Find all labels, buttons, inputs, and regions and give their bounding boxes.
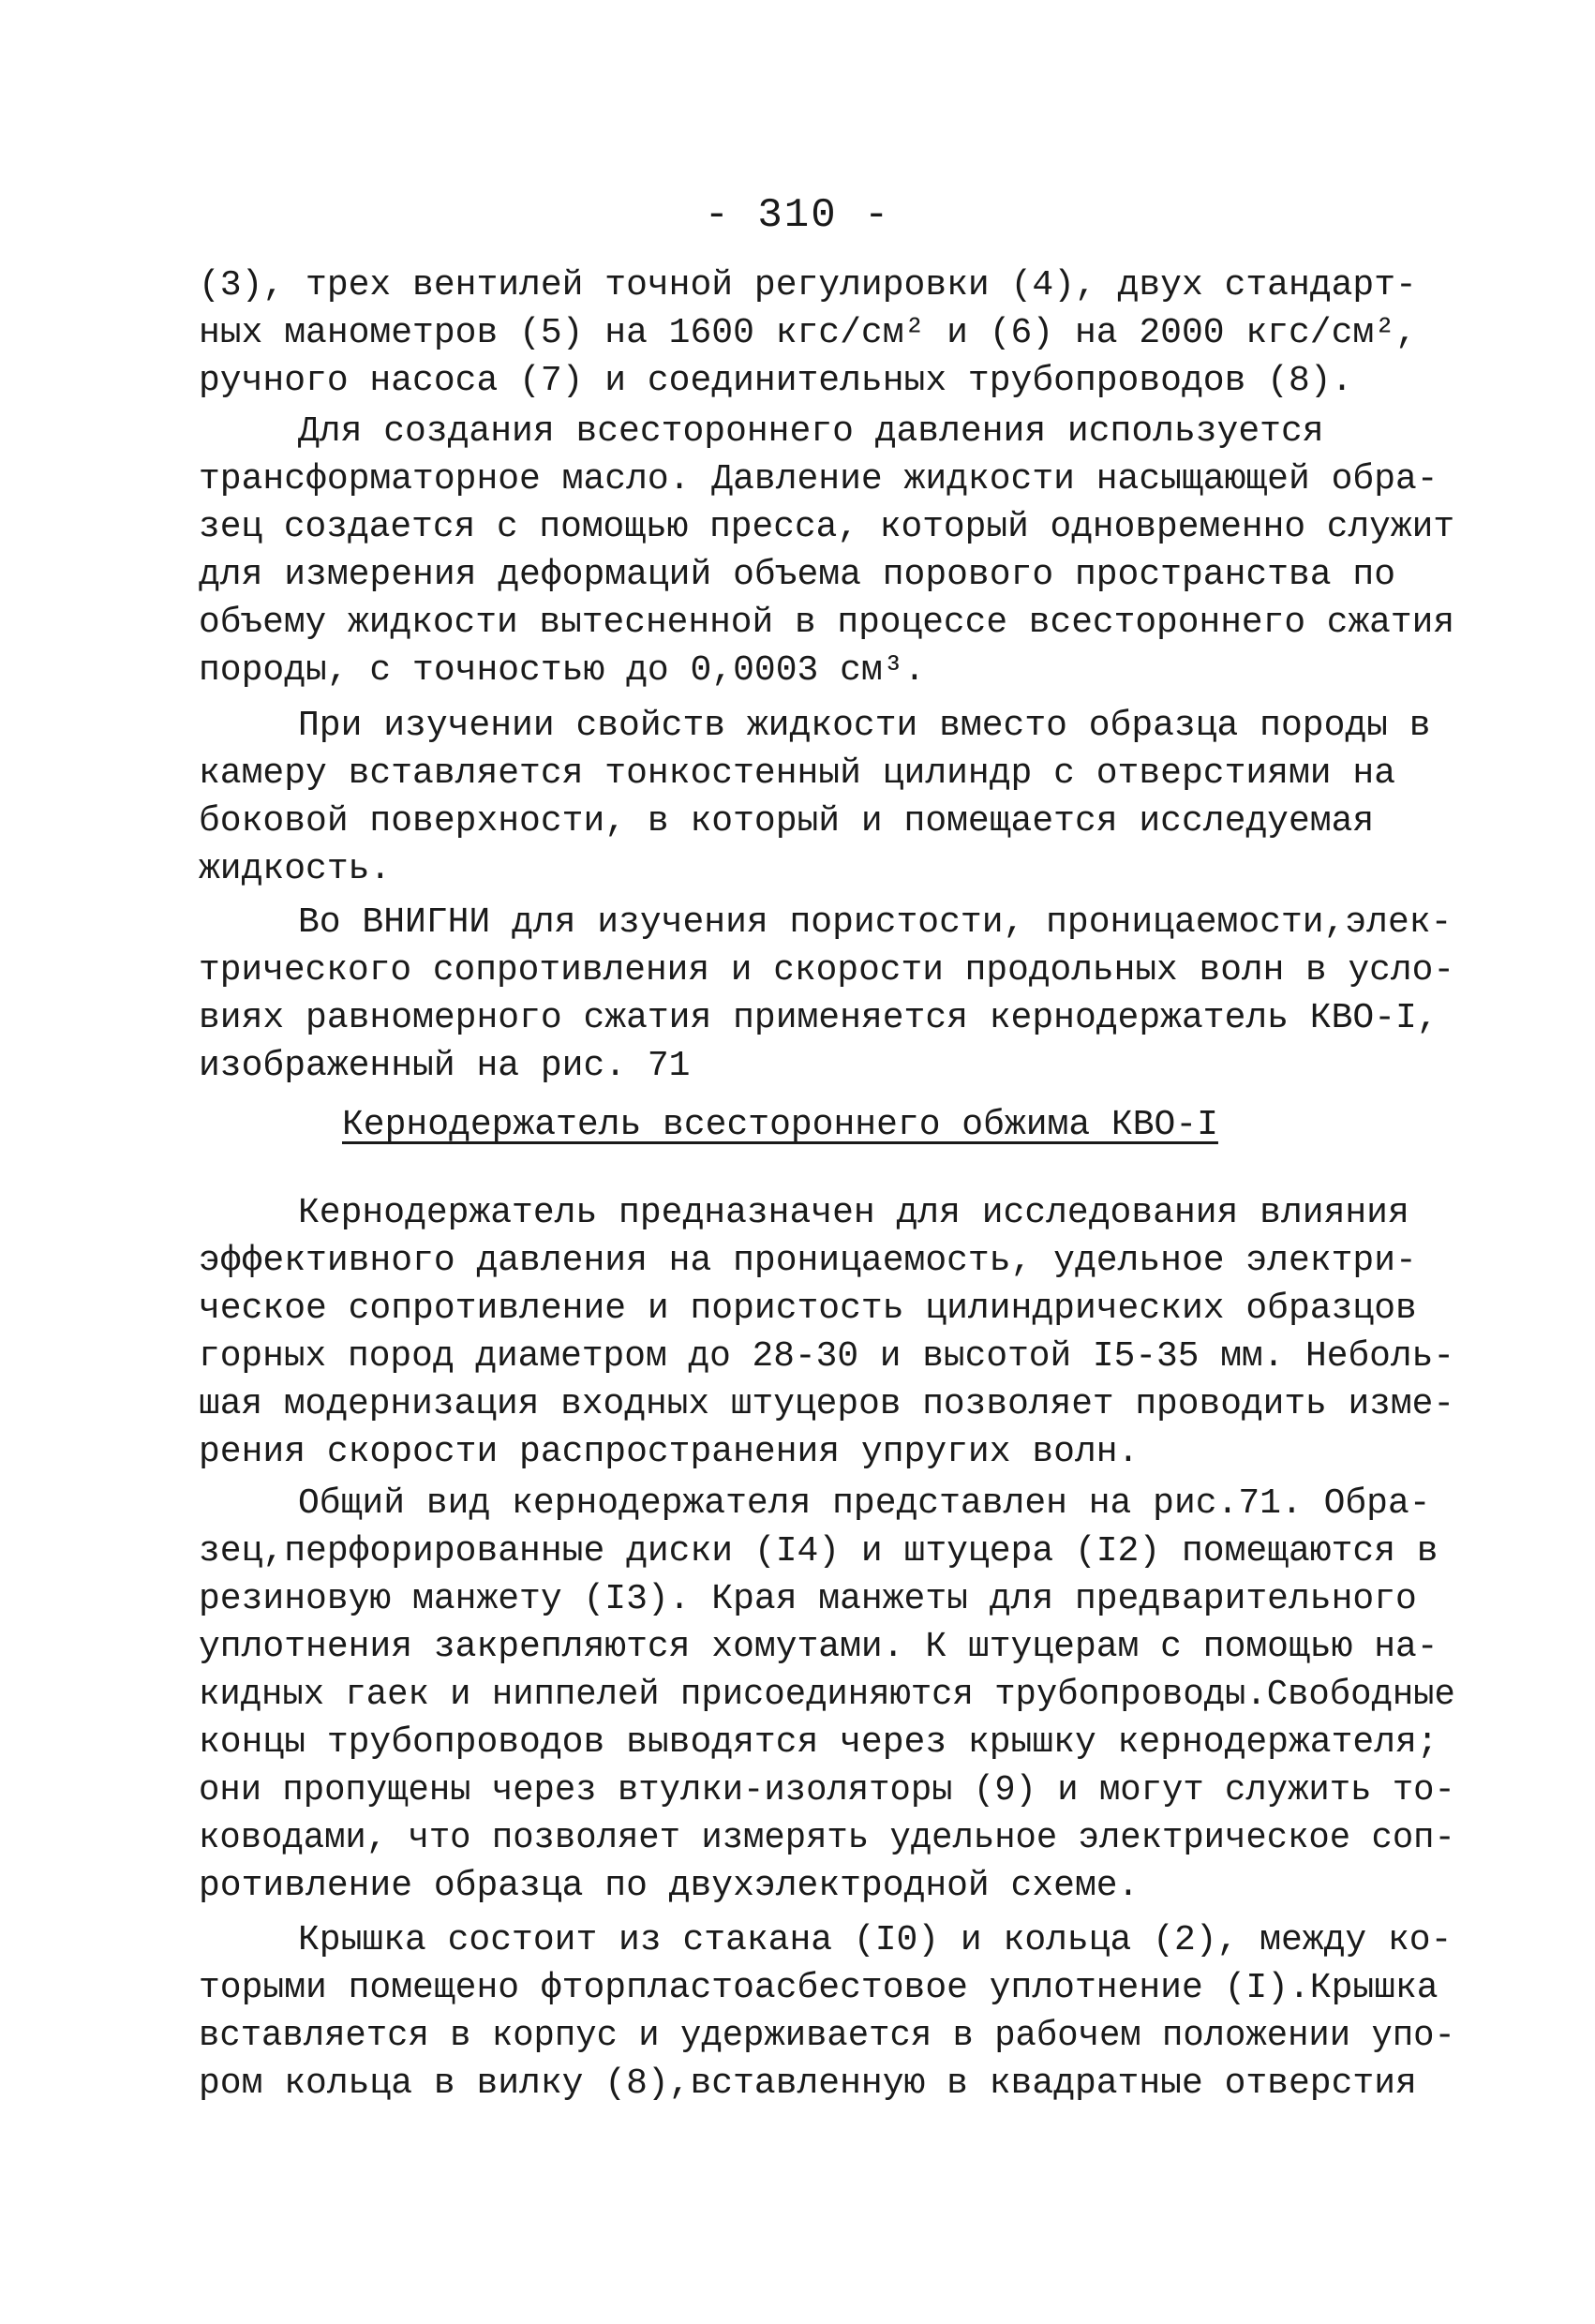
page-number: - 310 - [704,192,891,239]
text-line: концы трубопроводов выводятся через крышку кернодержателя; [199,1722,1438,1763]
text-line: ручного насоса (7) и соединительных трубопроводов (8). [199,361,1353,401]
text-line: трического сопротивления и скорости продольных волн в усло- [199,950,1455,991]
text-line: рения скорости распространения упругих волн. [199,1432,1140,1472]
text-line: Общий вид кернодержателя представлен на рис.71. Обра- [298,1483,1431,1524]
text-line: кидных гаек и ниппелей присоединяются трубопроводы.Свободные [199,1675,1455,1715]
text-line: породы, с точностью до 0,0003 см³. [199,650,926,691]
text-line: жидкость. [199,849,392,889]
text-line: зец создается с помощью пресса, который одновременно служит [199,507,1455,547]
text-line: зец,перфорированные диски (I4) и штуцера (I2) помещаются в [199,1531,1438,1572]
text-line: для измерения деформаций объема порового пространства по [199,555,1396,595]
text-line: эффективного давления на проницаемость, удельное электри- [199,1241,1417,1281]
text-line: виях равномерного сжатия применяется кернодержатель КВО-I, [199,998,1438,1038]
text-line: горных пород диаметром до 28-30 и высотой I5-35 мм. Неболь- [199,1336,1455,1377]
text-line: боковой поверхности, в который и помещается исследуемая [199,801,1375,842]
section-heading: Кернодержатель всестороннего обжима КВО-I [342,1105,1218,1145]
text-line: торыми помещено фторпластоасбестовое уплотнение (I).Крышка [199,1968,1438,2008]
text-line: При изучении свойств жидкости вместо образца породы в [298,706,1431,746]
text-line: Во ВНИГНИ для изучения пористости, проницаемости,элек- [298,902,1453,943]
text-line: они пропущены через втулки-изоляторы (9) и могут служить то- [199,1770,1455,1810]
text-line: Крышка состоит из стакана (I0) и кольца (2), между ко- [298,1920,1453,1960]
text-line: изображенный на рис. 71 [199,1046,691,1086]
text-line: ротивление образца по двухэлектродной схеме. [199,1866,1140,1906]
text-line: шая модернизация входных штуцеров позволяет проводить изме- [199,1384,1455,1424]
text-line: уплотнения закрепляются хомутами. К штуцерам с помощью на- [199,1627,1438,1667]
text-line: ческое сопротивление и пористость цилиндрических образцов [199,1289,1417,1329]
text-line: объему жидкости вытесненной в процессе всестороннего сжатия [199,603,1455,643]
text-line: (3), трех вентилей точной регулировки (4), двух стандарт- [199,265,1417,305]
text-line: Кернодержатель предназначен для исследования влияния [298,1193,1409,1233]
text-line: ных манометров (5) на 1600 кгс/см² и (6) на 2000 кгс/см², [199,313,1417,353]
text-line: вставляется в корпус и удерживается в рабочем положении упо- [199,2016,1455,2056]
text-line: Для создания всестороннего давления используется [298,411,1324,452]
text-line: трансформаторное масло. Давление жидкости насыщающей обра- [199,459,1438,499]
text-line: камеру вставляется тонкостенный цилиндр с отверстиями на [199,753,1396,794]
text-line: ководами, что позволяет измерять удельное электрическое соп- [199,1818,1455,1858]
text-line: резиновую манжету (I3). Края манжеты для предварительного [199,1579,1417,1619]
text-line: ром кольца в вилку (8),вставленную в квадратные отверстия [199,2063,1417,2104]
